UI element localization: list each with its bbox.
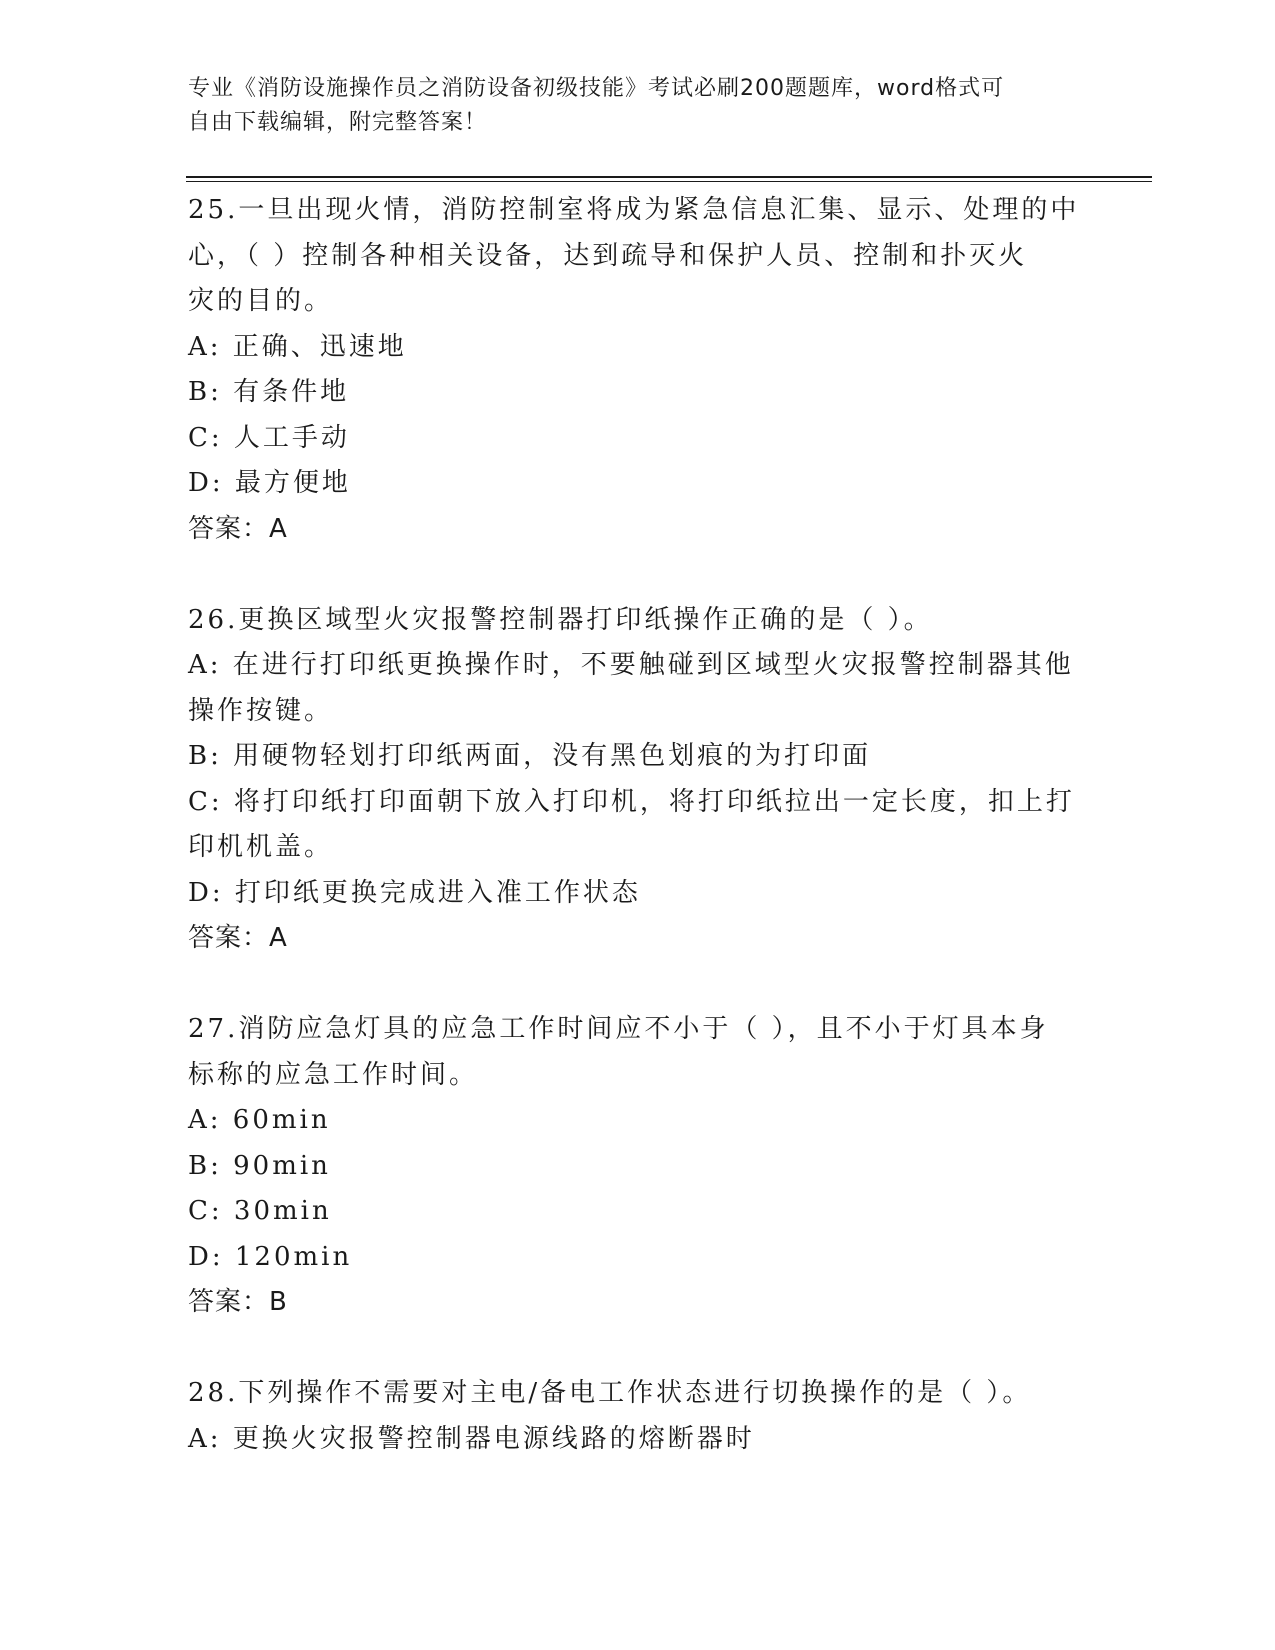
option-d: D: 最方便地 xyxy=(188,468,351,498)
option-b: B: 用硬物轻划打印纸两面，没有黑色划痕的为打印面 xyxy=(188,741,872,771)
question-25 xyxy=(188,188,1088,552)
question-list xyxy=(188,188,1088,1462)
question-stem: 心，（ ）控制各种相关设备，达到疏导和保护人员、控制和扑灭火 xyxy=(188,240,1028,271)
header-line-1: 专业《消防设施操作员之消防设备初级技能》考试必刷200题题库，word格式可 xyxy=(188,76,1005,101)
header-divider-thick xyxy=(186,176,1152,178)
document-header xyxy=(188,72,1068,140)
answer-line: 答案：A xyxy=(188,923,288,953)
option-c-continued: 印机机盖。 xyxy=(188,832,334,862)
question-gap xyxy=(188,1326,1088,1372)
option-c: C: 人工手动 xyxy=(188,422,350,453)
option-a-continued: 操作按键。 xyxy=(188,695,334,726)
question-stem: 28.下列操作不需要对主电/备电工作状态进行切换操作的是（ ）。 xyxy=(188,1378,1032,1408)
question-26 xyxy=(188,598,1088,962)
option-a: A: 正确、迅速地 xyxy=(188,331,407,362)
option-d: D: 120min xyxy=(188,1241,353,1272)
option-d: D: 打印纸更换完成进入准工作状态 xyxy=(188,877,641,908)
question-stem: 25.一旦出现火情，消防控制室将成为紧急信息汇集、显示、处理的中 xyxy=(188,195,1080,225)
question-stem: 标称的应急工作时间。 xyxy=(188,1059,479,1090)
answer-line: 答案：B xyxy=(188,1287,288,1317)
option-c: C: 将打印纸打印面朝下放入打印机，将打印纸拉出一定长度，扣上打 xyxy=(188,786,1075,817)
option-a: A: 更换火灾报警控制器电源线路的熔断器时 xyxy=(188,1423,755,1454)
option-b: B: 有条件地 xyxy=(188,377,350,407)
header-divider-thin xyxy=(186,181,1152,182)
option-c: C: 30min xyxy=(188,1196,332,1226)
question-28 xyxy=(188,1371,1088,1462)
question-stem: 灾的目的。 xyxy=(188,286,334,316)
option-b: B: 90min xyxy=(188,1150,331,1181)
option-a: A: 在进行打印纸更换操作时，不要触碰到区域型火灾报警控制器其他 xyxy=(188,650,1074,680)
question-stem: 27.消防应急灯具的应急工作时间应不小于（ ），且不小于灯具本身 xyxy=(188,1014,1049,1044)
question-gap xyxy=(188,962,1088,1008)
question-stem: 26.更换区域型火灾报警控制器打印纸操作正确的是（ ）。 xyxy=(188,604,933,635)
question-gap xyxy=(188,552,1088,598)
option-a: A: 60min xyxy=(188,1105,331,1135)
answer-line: 答案：A xyxy=(188,513,288,544)
header-line-2: 自由下载编辑，附完整答案！ xyxy=(188,110,488,135)
question-27 xyxy=(188,1007,1088,1326)
